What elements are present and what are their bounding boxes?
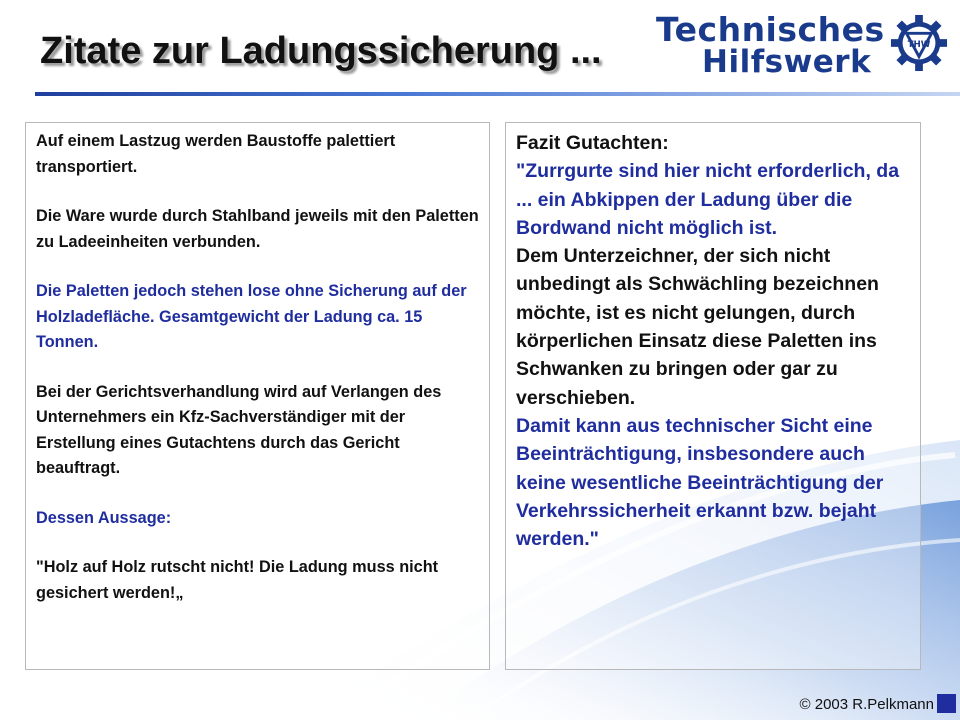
thw-cog-emblem-icon bbox=[890, 14, 948, 72]
corner-square bbox=[937, 694, 956, 713]
paragraph-transport: Auf einem Lastzug werden Baustoffe palettiert transportiert. bbox=[36, 132, 396, 176]
logo-text-line2: Hilfswerk bbox=[702, 44, 872, 80]
svg-text:THW: THW bbox=[907, 39, 931, 50]
paragraph-court: Bei der Gerichtsverhandlung wird auf Verlangen des Unternehmers ein Kfz-Sachverständiger mit der Erstellung eines Gutachtens durch das Gericht beauftragt. bbox=[36, 382, 442, 477]
conclusion-quote-2: Dem Unterzeichner, der sich nicht unbedingt als Schwächling bezeichnen möchte, ist es nicht gelungen, durch körperlichen Einsatz diese Paletten ins Schwanken zu bringen oder gar zu verschieben. bbox=[516, 245, 879, 409]
conclusion-quote-3: Damit kann aus technischer Sicht eine Beeinträchtigung, insbesondere auch keine wesentliche Beeinträchtigung der Verkehrssicherheit erkannt bzw. bejaht werden." bbox=[516, 414, 884, 551]
conclusion-quote-1: "Zurrgurte sind hier nicht erforderlich, da ... ein Abkippen der Ladung über die Bordwand nicht möglich ist. bbox=[516, 160, 900, 239]
paragraph-loose-pallets: Die Paletten jedoch stehen lose ohne Sicherung auf der Holzladefläche. Gesamtgewicht der Ladung ca. 15 Tonnen. bbox=[36, 282, 467, 351]
paragraph-statement-label: Dessen Aussage: bbox=[36, 508, 172, 527]
slide-title: Zitate zur Ladungssicherung ... bbox=[40, 30, 602, 72]
title-underline bbox=[35, 92, 960, 96]
copyright-notice: © 2003 R.Pelkmann bbox=[799, 696, 934, 713]
conclusion-heading: Fazit Gutachten: bbox=[516, 132, 669, 154]
case-description-panel bbox=[25, 122, 490, 670]
expert-conclusion-panel bbox=[505, 122, 921, 670]
paragraph-steel-band: Die Ware wurde durch Stahlband jeweils mit den Paletten zu Ladeeinheiten verbunden. bbox=[36, 207, 479, 251]
logo-text-line1: Technisches bbox=[656, 10, 885, 49]
paragraph-quote: "Holz auf Holz rutscht nicht! Die Ladung muss nicht gesichert werden!„ bbox=[36, 558, 439, 602]
conclusion-text bbox=[516, 129, 910, 553]
thw-logo bbox=[650, 8, 950, 83]
